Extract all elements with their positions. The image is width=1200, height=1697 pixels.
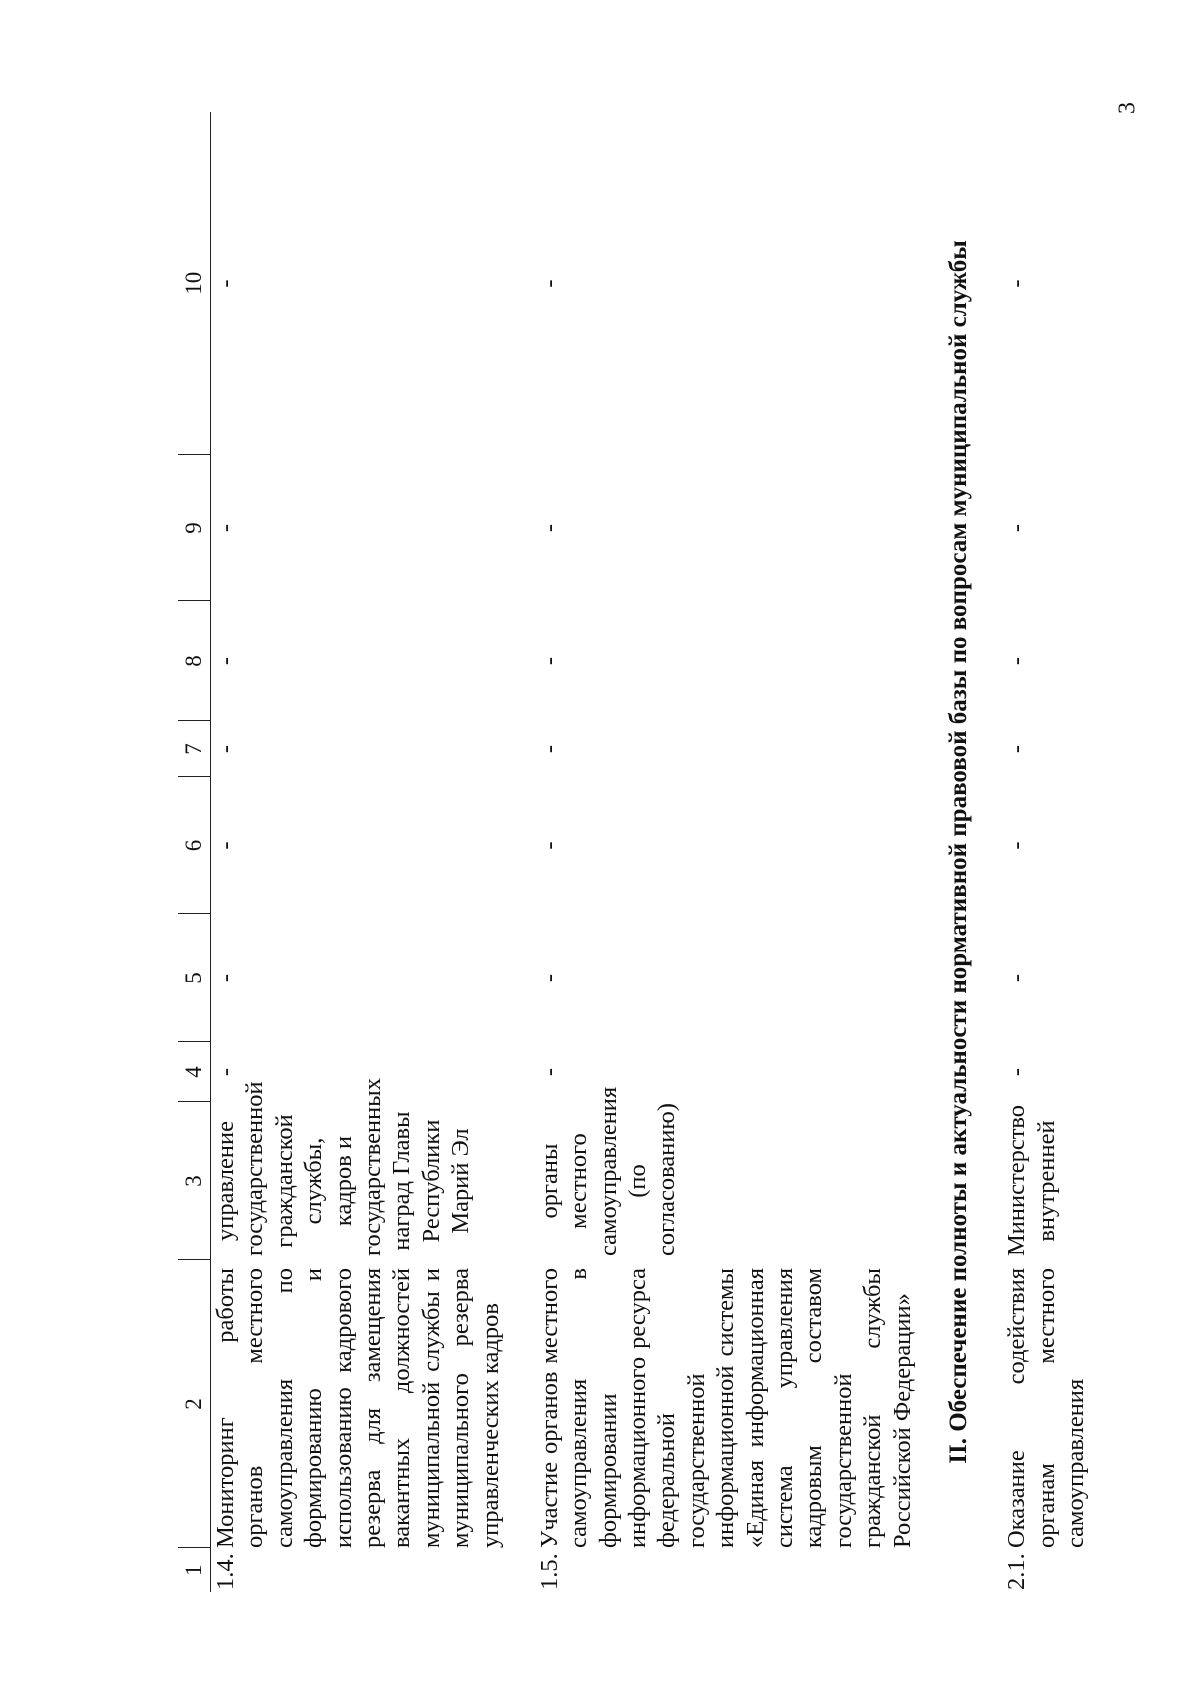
page-number: 3 [1114, 102, 1141, 114]
value-cell: - [212, 279, 239, 288]
column-number: 10 [178, 112, 211, 455]
column-number: 1 [178, 1548, 211, 1592]
column-number: 4 [178, 1042, 211, 1102]
table-row [535, 112, 917, 1592]
row-number: 1.4. [212, 1553, 239, 1590]
value-cell: - [1003, 279, 1031, 288]
table-row [1002, 112, 1090, 1592]
value-cell: - [212, 841, 239, 850]
column-number: 5 [178, 914, 211, 1042]
value-cell: - [1003, 973, 1031, 983]
section-row [917, 112, 1002, 1592]
value-cell: - [1003, 523, 1031, 533]
value-cell: - [535, 841, 563, 850]
measure-name: Участие органов местного самоуправления в формировании информационного ресурса федеральной государственной информационной системы «Единая информационная система управления кадровым составом государственной гражданской службы Российской Федерации» [535, 1268, 916, 1548]
executor: Министерство внутренней [1003, 1104, 1060, 1256]
value-cell: - [1003, 744, 1031, 754]
plan-table [178, 112, 1090, 1592]
executor: управление государственной гражданской службы, кадров и государственных наград Главы Республики Марий Эл [212, 1078, 475, 1256]
value-cell: - [1003, 841, 1031, 850]
executor: органы местного самоуправления (по согласованию) [535, 1086, 681, 1256]
column-number: 7 [178, 721, 211, 777]
value-cell: - [1003, 1067, 1031, 1077]
value-cell: - [212, 656, 239, 666]
value-cell: - [212, 973, 239, 983]
row-number: 2.1. [1003, 1553, 1031, 1590]
value-cell: - [535, 973, 563, 983]
value-cell: - [535, 656, 563, 666]
value-cell: - [1003, 656, 1031, 666]
value-cell: - [212, 744, 239, 754]
column-number-row [178, 112, 211, 1592]
column-number: 8 [178, 601, 211, 721]
column-number: 9 [178, 455, 211, 601]
value-cell: - [212, 1067, 239, 1077]
column-number: 6 [178, 777, 211, 914]
value-cell: - [535, 1067, 563, 1077]
value-cell: - [535, 744, 563, 754]
value-cell: - [535, 279, 563, 288]
measure-name: Оказание содействия органам местного самоуправления [1003, 1268, 1090, 1548]
column-number: 2 [178, 1260, 211, 1548]
value-cell: - [212, 523, 239, 533]
measure-name: Мониторинг работы органов местного самоуправления по формированию и использованию кадрового резерва для замещения вакантных должностей муниципальной службы и муниципального резерва управленческих кадров [212, 1268, 504, 1548]
section-title: II. Обеспечение полноты и актуальности нормативной правовой базы по вопросам муниципальной службы [944, 240, 972, 1464]
table-row [211, 112, 505, 1592]
row-number: 1.5. [535, 1553, 563, 1590]
value-cell: - [535, 523, 563, 533]
column-number: 3 [178, 1102, 211, 1260]
rotated-page-content [178, 112, 1090, 1592]
